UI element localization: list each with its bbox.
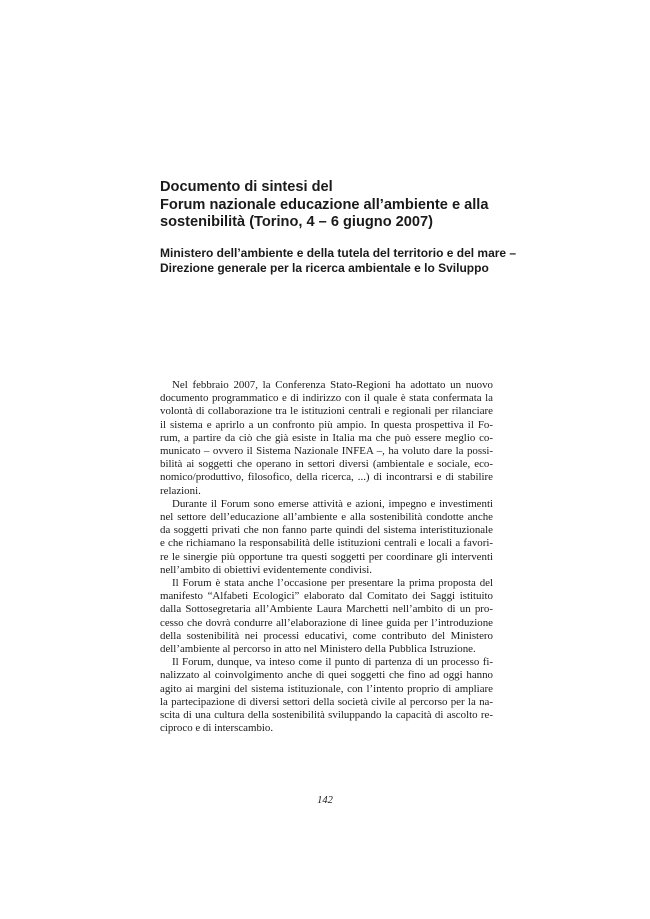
text-line: volontà di collaborazione tra le istituzioni centrali e regionali per rilanciare [160, 405, 493, 418]
paragraph [160, 379, 493, 498]
text-line: Nel febbraio 2007, la Conferenza Stato-Regioni ha adottato un nuovo [172, 379, 493, 391]
text-line: bilità ai soggetti che operano in settori diversi (ambientale e sociale, eco- [160, 458, 493, 471]
text-line: rum, a partire da ciò che già esiste in Italia ma che può essere meglio co- [160, 431, 493, 444]
text-line: documento programmatico e di indirizzo con il quale è stata confermata la [160, 392, 493, 405]
paragraph [160, 498, 493, 577]
text-line: della sostenibilità nei processi educativi, come contributo del Ministero [160, 629, 493, 642]
text-line: dalla Sottosegretaria all’Ambiente Laura Marchetti nell’ambito di un pro- [160, 603, 493, 616]
title-line: sostenibilità (Torino, 4 – 6 giugno 2007) [160, 214, 433, 230]
text-line: Durante il Forum sono emerse attività e azioni, impegno e investimenti [172, 497, 493, 510]
text-line: da soggetti privati che non fanno parte quindi del sistema interistituzionale [160, 524, 493, 537]
text-line: municato – ovvero il Sistema Nazionale INFEA –, ha voluto dare la possi- [160, 445, 493, 458]
title-line: Documento di sintesi del [160, 179, 333, 195]
text-line: ciproco e di interscambio. [160, 722, 274, 735]
text-line: e che richiamano la responsabilità delle istituzioni centrali e locali a favori- [160, 537, 493, 550]
text-line: la partecipazione di diversi settori della società civile al percorso per la na- [160, 695, 493, 708]
text-line: manifesto “Alfabeti Ecologici” elaborato dal Comitato dei Saggi istituito [160, 590, 493, 603]
text-line: cesso che dovrà condurre all’elaborazione di linee guida per l’introduzione [160, 616, 493, 629]
text-line: dell’ambiente al percorso in atto nel Ministero della Pubblica Istruzione. [160, 643, 476, 656]
text-line: scita di una cultura della sostenibilità sviluppando la capacità di ascolto re- [160, 709, 493, 722]
document-subtitle [160, 246, 520, 276]
text-line: nalizzato al coinvolgimento anche di quei soggetti che fino ad oggi hanno [160, 669, 493, 682]
text-line: nomico/produttivo, filosofico, della ricerca, ...) di incontrarsi e di stabilire [160, 471, 493, 484]
paragraph [160, 577, 493, 656]
paragraph [160, 656, 493, 735]
document-title [160, 179, 520, 232]
subtitle-line: Ministero dell’ambiente e della tutela del territorio e del mare – [160, 246, 517, 260]
text-line: Il Forum, dunque, va inteso come il punto di partenza di un processo fi- [172, 656, 493, 669]
subtitle-line: Direzione generale per la ricerca ambientale e lo Sviluppo [160, 261, 489, 275]
title-line: Forum nazionale educazione all’ambiente e alla [160, 196, 489, 213]
text-line: re le sinergie più opportune tra questi soggetti per coordinare gli interventi [160, 550, 493, 563]
body-text [160, 379, 493, 735]
text-line: nel settore dell’educazione all’ambiente e alla sostenibilità condotte anche [160, 511, 493, 524]
text-line: Il Forum è stata anche l’occasione per presentare la prima proposta del [172, 577, 493, 590]
page-number: 142 [317, 795, 333, 806]
text-line: agito ai margini del sistema istituzionale, con l’intento proprio di ampliare [160, 682, 493, 695]
text-line: relazioni. [160, 484, 201, 497]
text-line: il sistema e aprirlo a un confronto più ampio. In questa prospettiva il Fo- [160, 418, 493, 431]
text-line: nell’ambito di obiettivi evidentemente condivisi. [160, 563, 373, 576]
